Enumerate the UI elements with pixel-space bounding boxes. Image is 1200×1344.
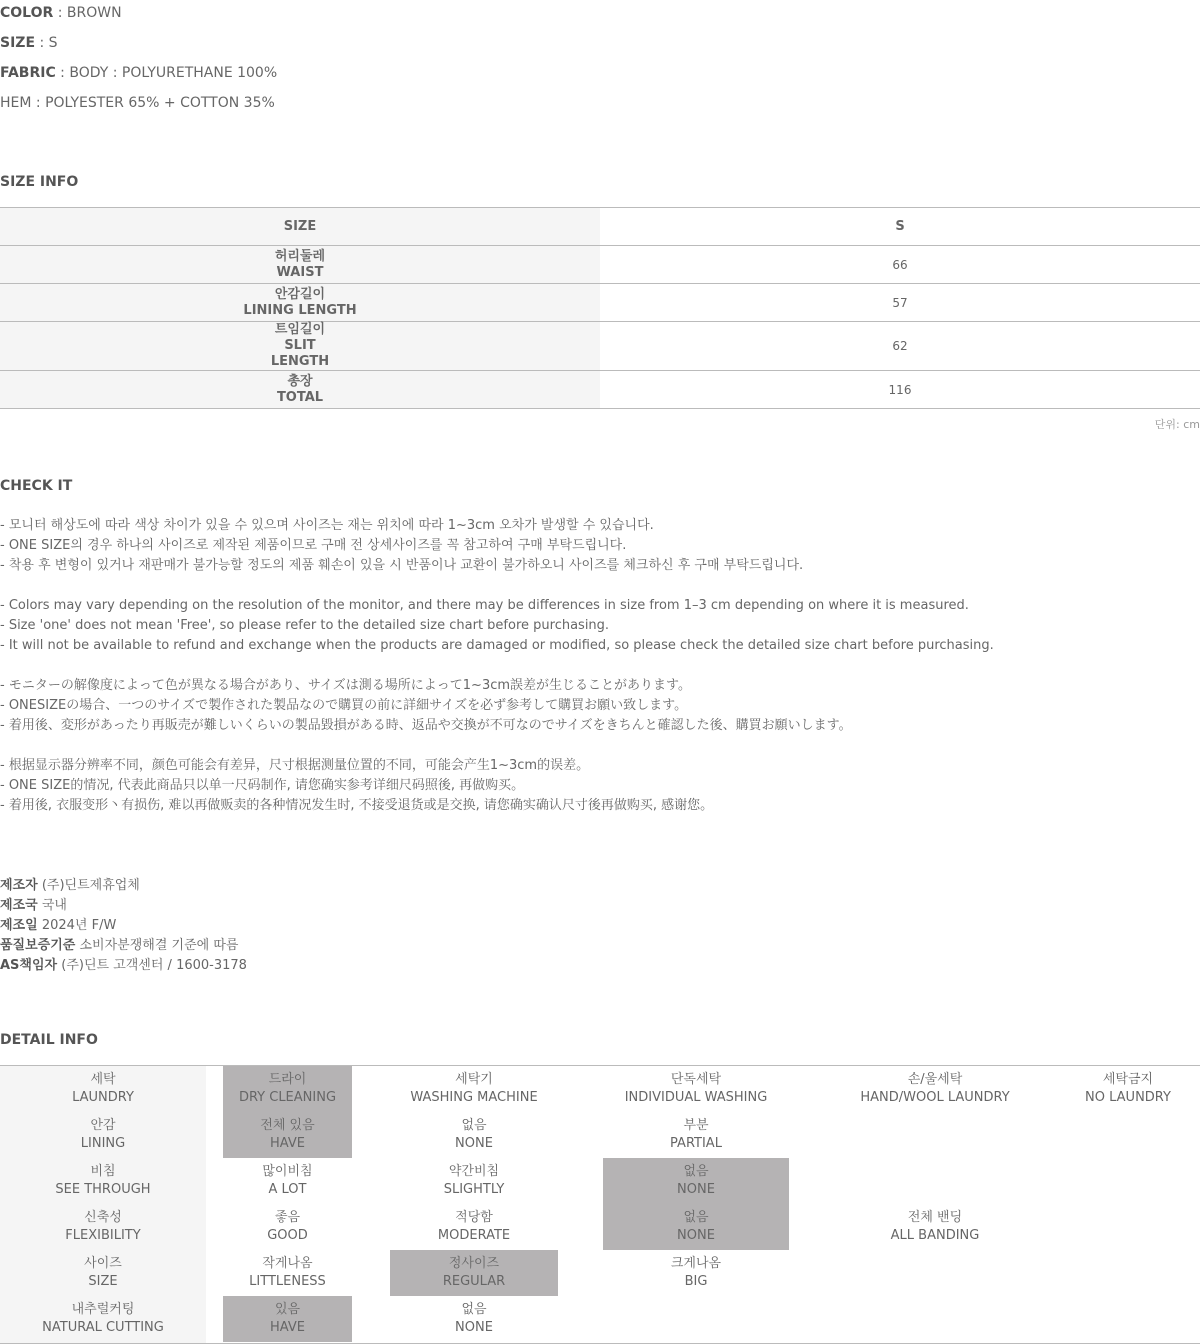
detail-option (390, 1066, 558, 1112)
detail-label-kr: 내추럴커팅 (71, 1302, 135, 1317)
size-row-label (0, 322, 600, 370)
option-kr: 세탁기 (455, 1072, 493, 1087)
option-kr: 약간비침 (448, 1164, 500, 1179)
detail-option (603, 1066, 789, 1112)
detail-label-kr: 비침 (90, 1164, 116, 1179)
size-row-label (0, 246, 600, 283)
detail-option (390, 1296, 558, 1342)
note-line: - Colors may vary depending on the resolution of the monitor, and there may be differences in size from 1–3 cm depending on where it is measured. (0, 598, 969, 613)
spec-color (0, 0, 122, 26)
detail-row-label-size (0, 1250, 206, 1296)
option-en: ALL BANDING (890, 1228, 980, 1243)
option-en: HAND/WOOL LAUNDRY (860, 1090, 1010, 1105)
note-line: - 根据显示器分辨率不同，颜色可能会有差异，尺寸根据测量位置的不同，可能会产生1~3cm的误差。 (0, 758, 590, 773)
maker-value: (주)딘트제휴업체 (37, 878, 140, 893)
detail-option (840, 1204, 1030, 1250)
detail-row-label-flexibility (0, 1204, 206, 1250)
option-kr: 없음 (461, 1118, 487, 1133)
spec-color-label: COLOR (0, 5, 54, 21)
size-label-en: LINING LENGTH (243, 302, 357, 318)
option-kr: 드라이 (268, 1072, 307, 1087)
size-value: 116 (888, 382, 912, 397)
detail-option-selected (603, 1158, 789, 1204)
option-kr: 세탁금지 (1102, 1072, 1154, 1087)
spec-size (0, 30, 58, 56)
size-row-label (0, 284, 600, 321)
note-line: - 모니터 해상도에 따라 색상 차이가 있을 수 있으며 사이즈는 재는 위치에 따라 1~3cm 오차가 발생할 수 있습니다. (0, 518, 654, 533)
size-row-slit-length (0, 322, 1200, 371)
size-table-header (0, 208, 1200, 246)
detail-row-label-lining (0, 1112, 206, 1158)
option-en: A LOT (268, 1182, 307, 1197)
detail-option (603, 1112, 789, 1158)
notes-english (0, 596, 1200, 656)
spec-hem: HEM : POLYESTER 65% + COTTON 35% (0, 95, 275, 111)
option-en: HAVE (270, 1320, 305, 1335)
option-kr: 좋음 (274, 1210, 301, 1225)
check-it-title: CHECK IT (0, 478, 73, 494)
maker-country (0, 896, 247, 916)
detail-option (1060, 1066, 1196, 1112)
maker-date (0, 916, 247, 936)
option-en: NONE (455, 1320, 493, 1335)
note-line: - Size 'one' does not mean 'Free', so please refer to the detailed size chart before purchasing. (0, 618, 610, 633)
detail-label-en: SIZE (88, 1274, 118, 1289)
detail-option-selected (390, 1250, 558, 1296)
option-en: INDIVIDUAL WASHING (624, 1090, 768, 1105)
maker-value: 소비자분쟁해결 기준에 따름 (75, 938, 239, 953)
detail-option (840, 1066, 1030, 1112)
option-kr: 단독세탁 (670, 1072, 722, 1087)
detail-option (223, 1204, 352, 1250)
option-en: SLIGHTLY (443, 1182, 505, 1197)
size-value: 66 (892, 257, 908, 272)
option-en: WASHING MACHINE (410, 1090, 538, 1105)
size-label-en-2: LENGTH (270, 354, 330, 369)
option-en: PARTIAL (670, 1136, 722, 1151)
detail-row-label-natural-cutting (0, 1296, 206, 1342)
size-label-kr: 트임길이 (274, 322, 326, 337)
size-value: 62 (892, 339, 908, 353)
size-info-title: SIZE INFO (0, 174, 79, 190)
check-it-notes (0, 516, 1200, 836)
size-label-kr: 총장 (287, 373, 313, 389)
detail-label-en: NATURAL CUTTING (42, 1320, 164, 1335)
size-value: 57 (892, 295, 908, 310)
maker-manufacturer (0, 876, 247, 896)
detail-option (603, 1250, 789, 1296)
spec-fabric (0, 60, 277, 86)
detail-option (223, 1250, 352, 1296)
option-kr: 전체 있음 (260, 1118, 315, 1133)
option-kr: 부분 (683, 1118, 709, 1133)
spec-color-value: : BROWN (53, 5, 122, 21)
maker-value: 2024년 F/W (37, 918, 117, 933)
spec-fabric-value: : BODY : POLYURETHANE 100% (55, 65, 278, 81)
size-row-waist (0, 246, 1200, 284)
detail-label-kr: 세탁 (90, 1072, 116, 1087)
option-kr: 작게나옴 (262, 1256, 313, 1271)
detail-label-en: SEE THROUGH (55, 1182, 151, 1197)
detail-row-label-laundry (0, 1066, 206, 1112)
option-en: DRY CLEANING (238, 1090, 337, 1105)
size-unit-note: 단위: cm (1154, 418, 1200, 431)
option-en: BIG (684, 1274, 708, 1289)
size-label-en: SLIT (284, 338, 316, 353)
detail-label-kr: 안감 (90, 1118, 116, 1133)
size-label-en: TOTAL (276, 389, 324, 405)
note-line: - 着用後、変形があったり再販売が難しいくらいの製品毀損がある時、返品や交換が不可なのでサイズをきちんと確認した後、購買お願いします。 (0, 718, 852, 733)
detail-option (223, 1158, 352, 1204)
size-table (0, 207, 1200, 409)
option-en: LITTLENESS (249, 1274, 326, 1289)
option-en: REGULAR (442, 1274, 506, 1289)
manufacturer-info (0, 876, 247, 976)
maker-label: 제조자 (0, 878, 38, 893)
note-line: - It will not be available to refund and exchange when the products are damaged or modified, so please check the detailed size chart before purchasing. (0, 638, 994, 653)
note-line: - 착용 후 변형이 있거나 재판매가 불가능할 정도의 제품 훼손이 있을 시 반품이나 교환이 불가하오니 사이즈를 체크하신 후 구매 부탁드립니다. (0, 558, 804, 573)
option-en: NO LAUNDRY (1085, 1090, 1171, 1105)
maker-quality (0, 936, 247, 956)
notes-japanese (0, 676, 1200, 736)
option-kr: 많이비침 (262, 1164, 313, 1179)
spec-fabric-label: FABRIC (0, 65, 56, 81)
maker-label: AS책임자 (0, 958, 58, 973)
detail-option-selected (223, 1296, 352, 1342)
detail-option (390, 1158, 558, 1204)
option-kr: 정사이즈 (448, 1256, 500, 1271)
size-label-kr: 허리둘레 (274, 248, 326, 264)
option-kr: 없음 (461, 1302, 487, 1317)
note-line: - 着用後, 衣服变形丶有损伤, 难以再做贩卖的各种情况发生时, 不接受退货或是交换, 请您确实确认尺寸後再做购买, 感谢您。 (0, 798, 714, 813)
detail-label-en: LAUNDRY (72, 1090, 134, 1105)
size-row-label (0, 371, 600, 408)
option-kr: 적당함 (455, 1210, 493, 1225)
option-en: HAVE (270, 1136, 305, 1151)
spec-size-label: SIZE (0, 35, 36, 51)
size-row-total (0, 371, 1200, 409)
note-line: - モニターの解像度によって色が異なる場合があり、サイズは測る場所によって1~3cm誤差が生じることがあります。 (0, 678, 691, 693)
option-en: GOOD (267, 1228, 308, 1243)
option-kr: 전체 밴딩 (907, 1210, 963, 1225)
maker-label: 품질보증기준 (0, 938, 76, 953)
maker-value: (주)딘트 고객센터 / 1600-3178 (57, 958, 247, 973)
detail-label-kr: 사이즈 (84, 1256, 122, 1271)
detail-label-en: FLEXIBILITY (65, 1228, 141, 1243)
option-kr: 손/울세탁 (907, 1072, 963, 1087)
note-line: - ONE SIZE的情况, 代表此商品只以单一尺码制作, 请您确实参考详细尺码照後, 再做购买。 (0, 778, 525, 793)
size-row-lining-length (0, 284, 1200, 322)
option-kr: 없음 (683, 1164, 709, 1179)
option-en: NONE (677, 1182, 715, 1197)
detail-option (390, 1112, 558, 1158)
detail-option-selected (223, 1112, 352, 1158)
detail-row-label-see-through (0, 1158, 206, 1204)
detail-option-selected (603, 1204, 789, 1250)
option-kr: 있음 (274, 1302, 301, 1317)
maker-as (0, 956, 247, 976)
detail-info-title: DETAIL INFO (0, 1032, 98, 1048)
note-line: - ONESIZEの場合、一つのサイズで製作された製品なので購買の前に詳細サイズを必ず参考して購買お願い致します。 (0, 698, 688, 713)
detail-grid (0, 1065, 1200, 1344)
notes-korean (0, 516, 1200, 576)
detail-label-kr: 신축성 (84, 1210, 122, 1225)
size-label-kr: 안감길이 (274, 286, 326, 302)
note-line: - ONE SIZE의 경우 하나의 사이즈로 제작된 제품이므로 구매 전 상세사이즈를 꼭 참고하여 구매 부탁드립니다. (0, 538, 627, 553)
notes-chinese (0, 756, 1200, 816)
option-kr: 없음 (683, 1210, 709, 1225)
option-en: MODERATE (437, 1228, 511, 1243)
size-label-en: WAIST (276, 264, 324, 280)
detail-option (390, 1204, 558, 1250)
detail-option-selected (223, 1066, 352, 1112)
spec-size-value: : S (35, 35, 58, 51)
option-en: NONE (455, 1136, 493, 1151)
option-en: NONE (677, 1228, 715, 1243)
detail-label-en: LINING (80, 1136, 126, 1151)
size-header-label: SIZE (0, 208, 600, 245)
maker-value: 국내 (37, 898, 67, 913)
maker-label: 제조국 (0, 898, 38, 913)
size-header-value: S (895, 219, 905, 234)
maker-label: 제조일 (0, 918, 38, 933)
option-kr: 크게나옴 (670, 1256, 722, 1271)
